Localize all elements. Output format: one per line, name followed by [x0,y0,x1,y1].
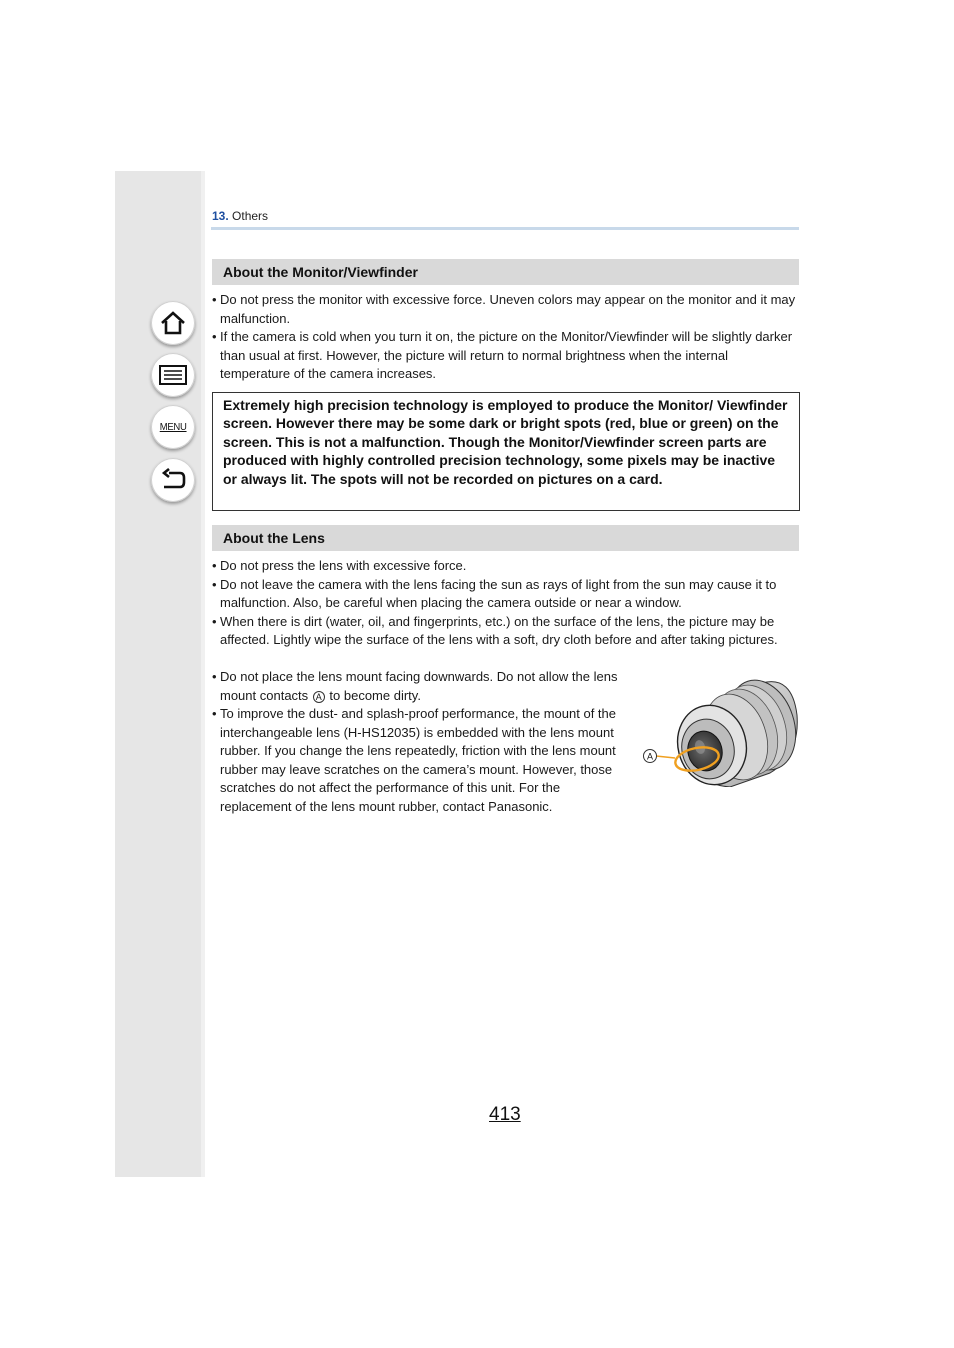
page-number: 413 [489,1104,521,1125]
list-item-text: to become dirty. [329,687,421,703]
menu-button[interactable] [151,405,195,449]
list-item: • Do not press the lens with excessive force. [212,557,800,576]
marker-a-figure-label: A [646,751,654,762]
breadcrumb [212,209,268,223]
back-button[interactable] [151,458,195,502]
lens-bullet-list-2 [212,668,630,816]
list-item: • To improve the dust- and splash-proof performance, the mount of the interchangeable lens (H-HS12035) is embedded with the lens mount rubber. If you change the lens repeatedly, friction with the lens mount rubber may leave scratches on the camera’s mount. However, those scratches do not affect the performance of this unit. For the replacement of the lens mount rubber, contact Panasonic. [212,705,630,816]
lens-illustration [642,675,800,787]
list-item [212,668,630,705]
menu-label: MENU [159,421,187,433]
home-icon [159,310,187,336]
list-item-text: Do not place the lens mount facing downwards. Do not allow the lens mount contacts [220,669,618,703]
list-item: • When there is dirt (water, oil, and fingerprints, etc.) on the surface of the lens, the picture may be affected. Lightly wipe the surface of the lens with a soft, dry cloth before and after taking pictures. [212,613,800,650]
sidebar-edge [201,171,205,1177]
list-item: • Do not press the monitor with excessive force. Uneven colors may appear on the monitor and it may malfunction. [212,291,800,328]
list-item: • If the camera is cold when you turn it on, the picture on the Monitor/Viewfinder will be slightly darker than usual at first. However, the picture will return to normal brightness when the internal temperature of the camera increases. [212,328,800,384]
list-icon [158,364,188,386]
list-item: • Do not leave the camera with the lens facing the sun as rays of light from the sun may cause it to malfunction. Also, be careful when placing the camera outside or near a window. [212,576,800,613]
section-heading-lens: About the Lens [212,525,799,551]
section-heading-monitor: About the Monitor/Viewfinder [212,259,799,285]
marker-a: A [313,691,325,703]
header-rule [211,227,799,230]
contents-button[interactable] [151,353,195,397]
notice-box: Extremely high precision technology is employed to produce the Monitor/ Viewfinder screen. However there may be some dark or bright spots (red, blue or green) on the screen. This is not a malfunction. Though the Monitor/Viewfinder screen parts are produced with highly controlled precision technology, some pixels may be inactive or always lit. The spots will not be recorded on pictures on a card. [212,392,800,511]
back-arrow-icon [159,468,187,492]
monitor-bullet-list [212,291,800,384]
chapter-title: Others [232,209,269,223]
home-button[interactable] [151,301,195,345]
lens-bullet-list [212,557,800,650]
chapter-number: 13. [212,209,229,223]
